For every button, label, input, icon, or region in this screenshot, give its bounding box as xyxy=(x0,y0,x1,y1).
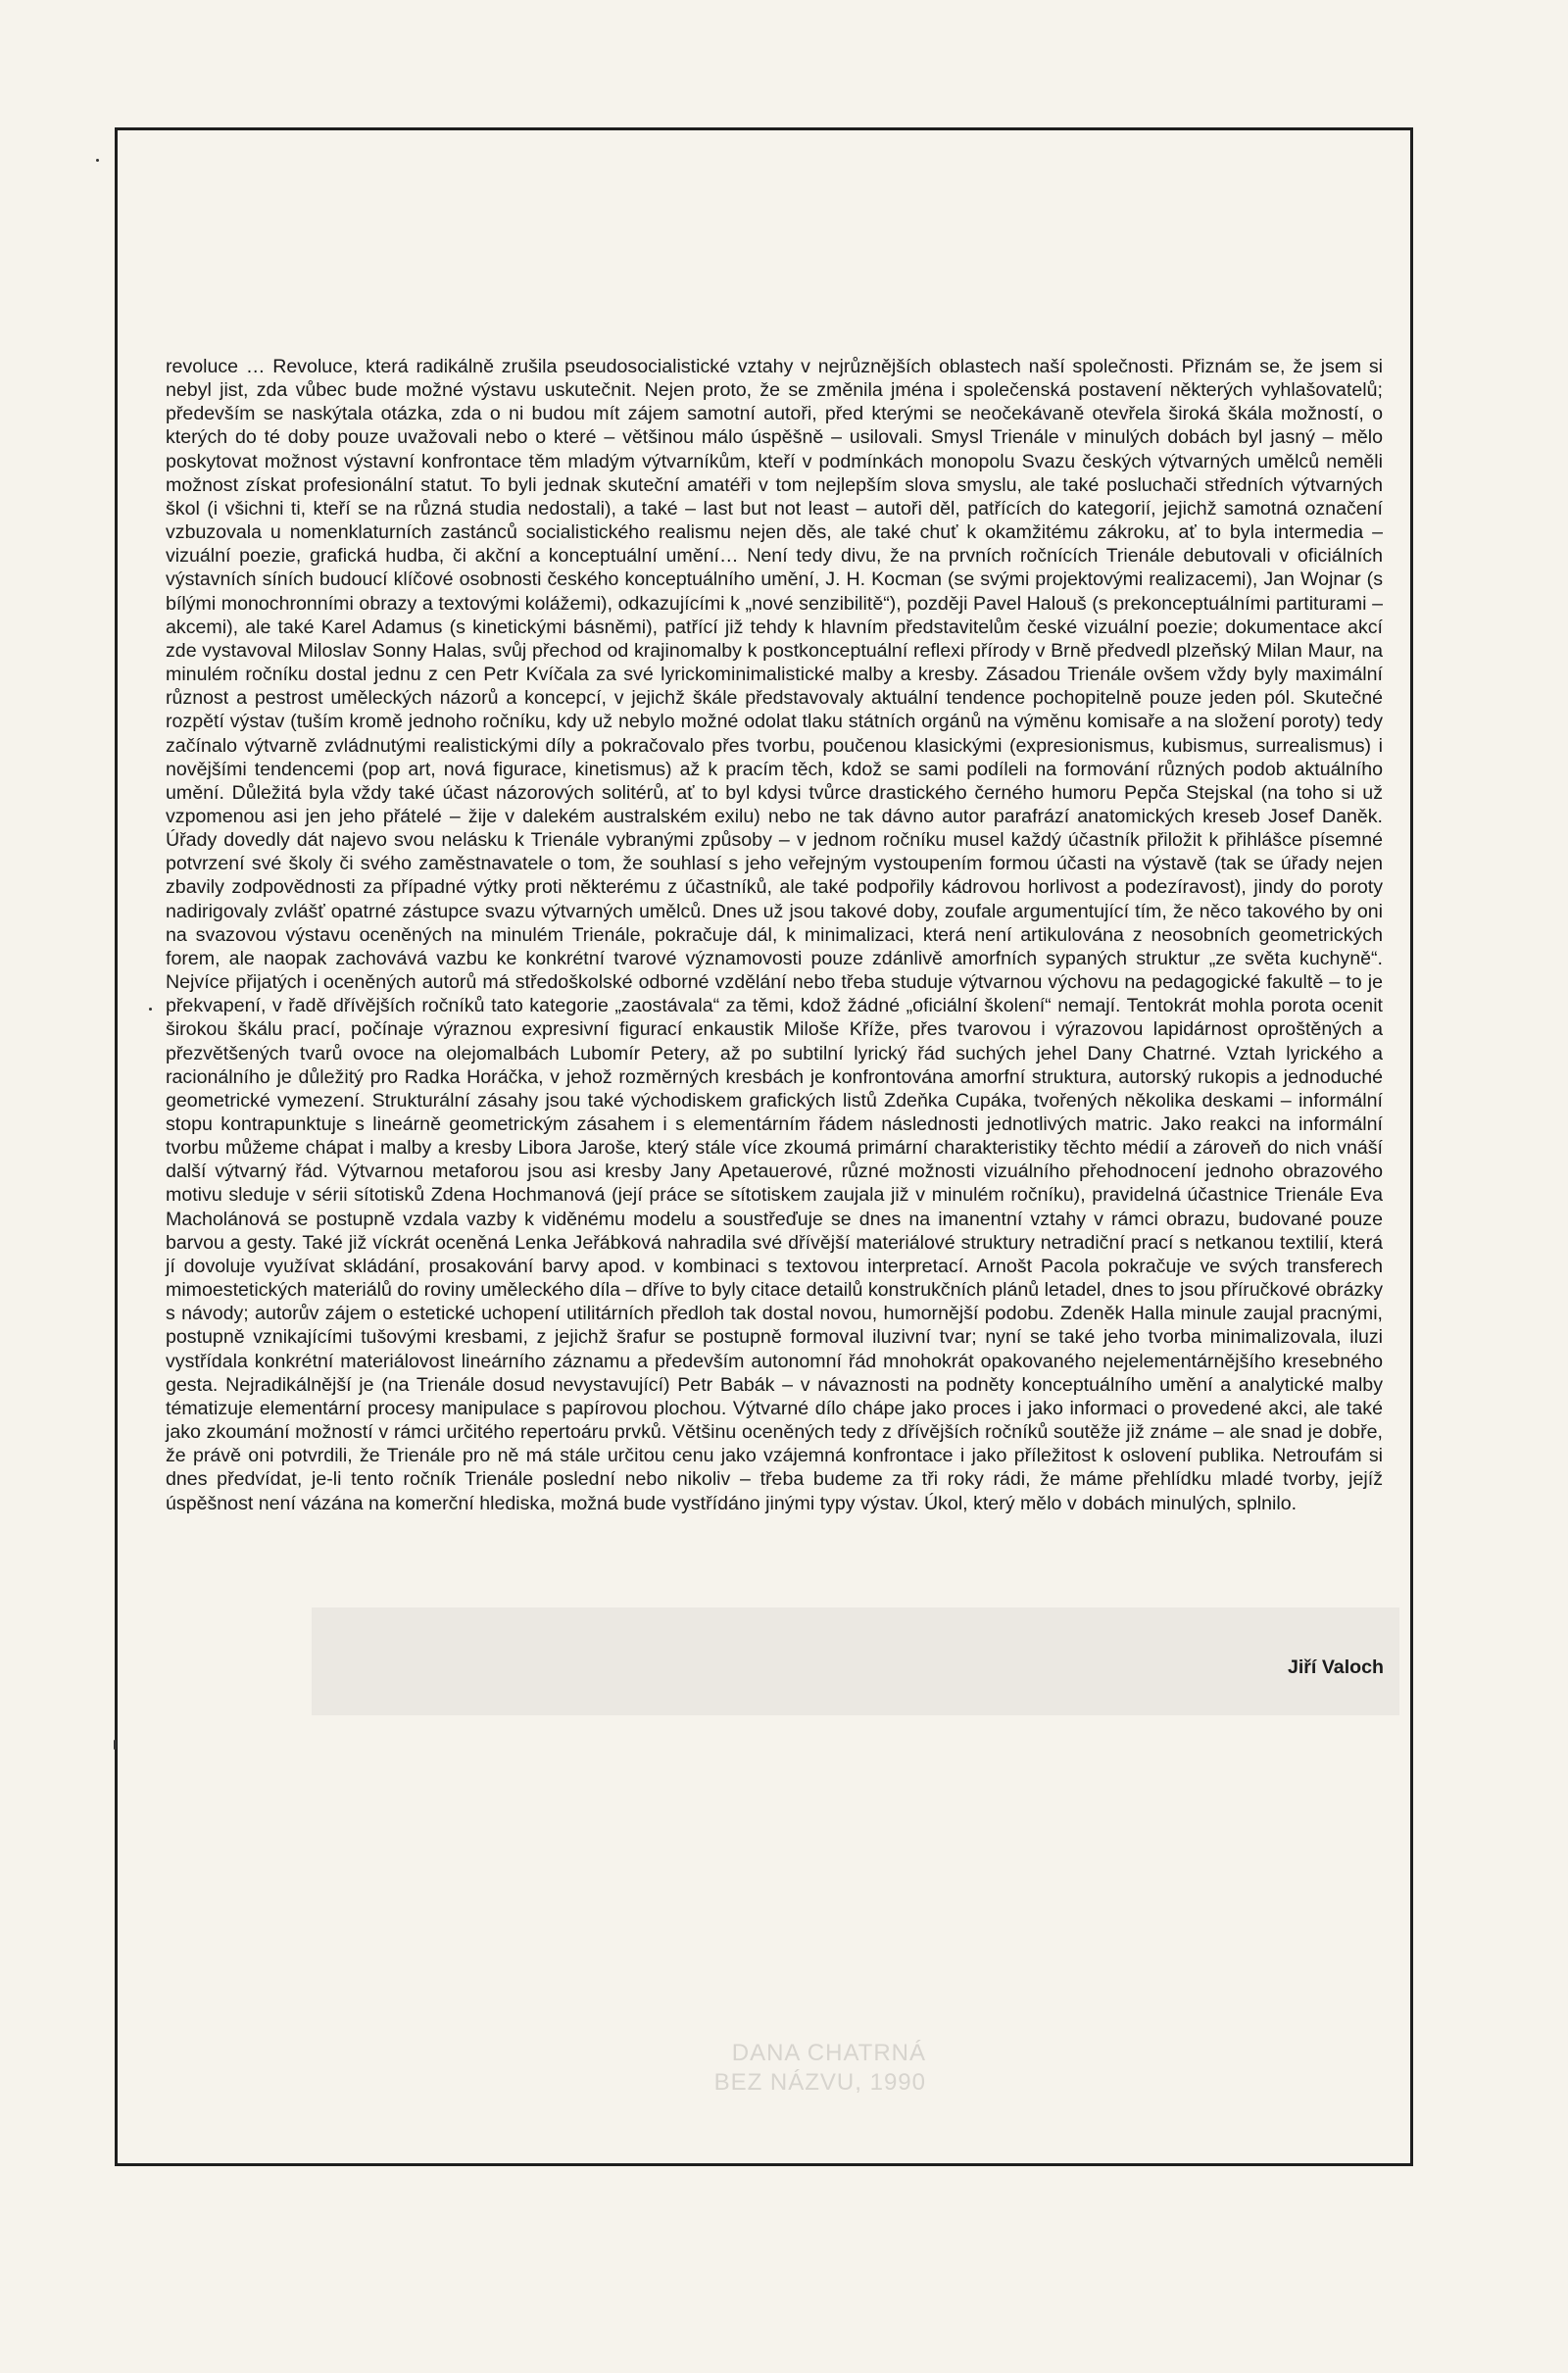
show-through-caption xyxy=(603,2039,926,2098)
show-through-caption-line-2: BEZ NÁZVU, 1990 xyxy=(713,2069,926,2096)
paper-speck xyxy=(149,1008,152,1011)
show-through-caption-line-1: DANA CHATRNÁ xyxy=(731,2040,926,2066)
article-text-column xyxy=(166,355,1383,1515)
show-through-image-area xyxy=(312,1607,1399,1715)
article-body-paragraph: revoluce … Revoluce, která radikálně zrušila pseudosocialistické vztahy v nejrůznějších oblastech naší společnosti. Přiznám se, že jsem si nebyl jist, zda vůbec bude možné výstavu uskutečnit. Nejen proto, že se změnila jména i společenská postavení některých vyhlašovatelů; především se naskýtala otázka, zda o ni budou mít zájem samotní autoři, před kterými se neočekávaně otevřela široká škála možností, o kterých do té doby pouze uvažovali nebo o které – většinou málo úspěšně – usilovali. Smysl Trienále v minulých dobách byl jasný – mělo poskytovat možnost výstavní konfrontace těm mladým výtvarníkům, kteří v podmínkách monopolu Svazu českých výtvarných umělců neměli možnost získat profesionální statut. To byli jednak skuteční amatéři v tom nejlepším slova smyslu, ale také posluchači středních výtvarných škol (i všichni ti, kteří se na různá studia nedostali), a také – last but not least – autoři děl, patřících do kategorií, jejichž samotná označení vzbuzovala u nomenklaturních zastánců socialistického realismu nejen děs, ale také chuť k okamžitému zákroku, ať to byla intermedia – vizuální poezie, grafická hudba, či akční a konceptuální umění… Není tedy divu, že na prvních ročnících Trienále debutovali v oficiálních výstavních síních budoucí klíčové osobnosti českého konceptuálního umění, J. H. Kocman (se svými projektovými realizacemi), Jan Wojnar (s bílými monochronními obrazy a textovými kolážemi), odkazujícími k „nové senzibilitě“), později Pavel Halouš (s prekonceptuálními partiturami – akcemi), ale také Karel Adamus (s kinetickými básněmi), patřící již tehdy k hlavním představitelům české vizuální poezie; dokumentace akcí zde vystavoval Miloslav Sonny Halas, svůj přechod od krajinomalby k postkonceptuální reflexi přírody v Brně předvedl plzeňský Milan Maur, na minulém ročníku dostal jednu z cen Petr Kvíčala za své lyrickominimalistické malby a kresby. Zásadou Trienále ovšem vždy byly maximální různost a pestrost uměleckých názorů a koncepcí, v jejichž škále představovaly aktuální tendence pochopitelně pouze jeden pól. Skutečné rozpětí výstav (tuším kromě jednoho ročníku, kdy už nebylo možné odolat tlaku státních orgánů na výměnu komisaře a na složení poroty) tedy začínalo výtvarně zvládnutými realistickými díly a pokračovalo přes tvorbu, poučenou klasickými (expresionismus, kubismus, surrealismus) i novějšími tendencemi (pop art, nová figurace, kinetismus) až k pracím těch, kdož se sami podíleli na formování různých podob aktuálního umění. Důležitá byla vždy také účast názorových solitérů, ať to byl kdysi tvůrce drastického černého humoru Pepča Stejskal (na toho si už vzpomenou asi jen jeho přátelé – žije v dalekém australském exilu) nebo ne tak dávno autor parafrází anatomických kreseb Josef Daněk. Úřady dovedly dát najevo svou nelásku k Trienále vybranými způsoby – v jednom ročníku musel každý účastník přiložit k přihlášce písemné potvrzení své školy či svého zaměstnavatele o tom, že souhlasí s jeho veřejným vystoupením formou účasti na výstavě (tak se úřady nejen zbavily zodpovědnosti za případné výtky proti některému z účastníků, ale také podpořily kádrovou horlivost a podezíravost), jindy do poroty nadirigovaly zvlášť opatrné zástupce svazu výtvarných umělců. Dnes už jsou takové doby, zoufale argumentující tím, že něco takového by oni na svazovou výstavu oceněných na minulém Trienále, pokračuje dál, k minimalizaci, která není artikulována z neosobních geometrických forem, ale naopak zachovává vazbu ke konkrétní tvarové významovosti pouze zdánlivě amorfních sypaných struktur „ze světa kuchyně“. Nejvíce přijatých i oceněných autorů má středoškolské odborné vzdělání nebo třeba studuje výtvarnou výchovu na pedagogické fakultě – to je překvapení, v řadě dřívějších ročníků tato kategorie „zaostávala“ za těmi, kdož žádné „oficiální školení“ nemají. Tentokrát mohla porota ocenit širokou škálu prací, počínaje výraznou expresivní figurací enkaustik Miloše Kříže, přes tvarovou i výrazovou lapidárnost oproštěných a přezvětšených tvarů ovoce na olejomalbách Lubomír Petery, až po subtilní lyrický řád suchých jehel Dany Chatrné. Vztah lyrického a racionálního je důležitý pro Radka Horáčka, v jehož rozměrných kresbách je konfrontována amorfní struktura, autorský rukopis a jednoduché geometrické vymezení. Strukturální zásahy jsou také východiskem grafických listů Zdeňka Cupáka, tvořených několika deskami – informální stopu kontrapunktuje s lineárně geometrickým zásahem i s elementárním řádem následnosti jednotlivých matric. Jako reakci na informální tvorbu můžeme chápat i malby a kresby Libora Jaroše, který stále více zkoumá primární charakteristiky těchto médií a zároveň do nich vnáší další výtvarný řád. Výtvarnou metaforou jsou asi kresby Jany Apetauerové, různé možnosti vizuálního přehodnocení jednoho obrazového motivu sleduje v sérii sítotisků Zdena Hochmanová (její práce se sítotiskem zaujala již v minulém ročníku), pravidelná účastnice Trienále Eva Macholánová se postupně vzdala vazby k viděnému modelu a soustřeďuje se dnes na imanentní vztahy v rámci obrazu, budované pouze barvou a gesty. Také již víckrát oceněná Lenka Jeřábková nahradila své dřívější materiálové struktury netradiční prací s netkanou textilií, která jí dovoluje využívat skládání, prosakování barvy apod. v kombinaci s textovou interpretací. Arnošt Pacola pokračuje ve svých transferech mimoestetických materiálů do roviny uměleckého díla – dříve to byly citace detailů konstrukčních plánů letadel, dnes to jsou příručkové obrázky s návody; autorův zájem o estetické uchopení utilitárních předloh tak dostal novou, humornější podobu. Zdeněk Halla minule zaujal pracnými, postupně vznikajícími tušovými kresbami, z jejichž šrafur se postupně formoval iluzivní tvar; nyní se také jeho tvorba minimalizovala, iluzi vystřídala konkrétní materiálovost lineárního záznamu a především autonomní řád mnohokrát opakovaného nejelementárnějšího kresebného gesta. Nejradikálnější je (na Trienále dosud nevystavující) Petr Babák – v návaznosti na podněty konceptuálního umění a analytické malby tématizuje elementární procesy manipulace s papírovou plochou. Výtvarné dílo chápe jako proces i jako informaci o provedené akci, ale také jako zkoumání možností v rámci určitého repertoáru prvků. Většinu oceněných tedy z dřívějších ročníků soutěže již známe – ale snad je dobře, že právě oni potvrdili, že Trienále pro ně má stále určitou cenu jako vzájemná konfrontace i jako příležitost k oslovení publika. Netroufám si dnes předvídat, je-li tento ročník Trienále poslední nebo nikoliv – třeba budeme za tři roky rádi, že máme přehlídku mladé tvorby, jejíž úspěšnost není vázána na komerční hlediska, možná bude vystřídáno jinými typy výstav. Úkol, který mělo v dobách minulých, splnilo. xyxy=(166,356,1383,1514)
paper-speck xyxy=(96,159,99,162)
author-signature: Jiří Valoch xyxy=(1287,1656,1384,1678)
paper-speck xyxy=(114,1740,117,1750)
